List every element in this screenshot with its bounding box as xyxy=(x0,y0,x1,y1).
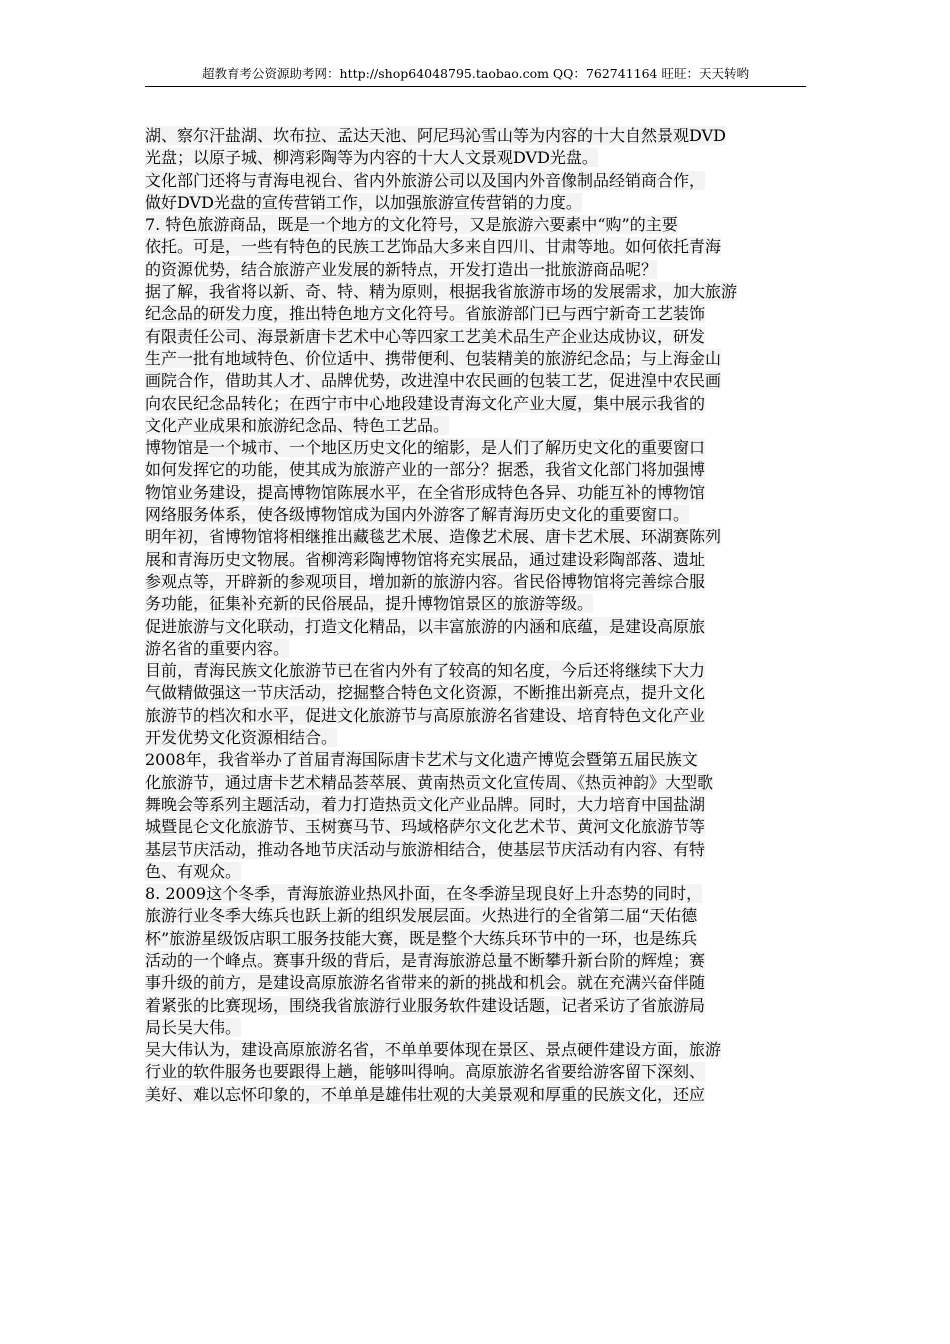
text-line xyxy=(145,415,810,437)
text-line-content: 文化部门还将与青海电视台、省内外旅游公司以及国内外音像制品经销商合作， xyxy=(145,170,706,190)
text-line-content: 依托。可是，一些有特色的民族工艺饰品大多来自四川、甘肃等地。如何依托青海 xyxy=(145,237,722,257)
text-line-content: 参观点等，开辟新的参观项目，增加新的旅游内容。省民俗博物馆将完善综合服 xyxy=(145,571,706,591)
text-line-content: 色、有观众。 xyxy=(145,861,242,881)
text-line-content: 做好DVD光盘的宣传营销工作，以加强旅游宣传营销的力度。 xyxy=(145,192,582,212)
text-line-content: 基层节庆活动，推动各地节庆活动与旅游相结合，使基层节庆活动有内容、有特 xyxy=(145,839,706,859)
text-line xyxy=(145,816,810,838)
text-line-content: 行业的软件服务也要跟得上趟，能够叫得响。高原旅游名省要给游客留下深刻、 xyxy=(145,1062,706,1082)
text-line-content: 如何发挥它的功能，使其成为旅游产业的一部分？据悉，我省文化部门将加强博 xyxy=(145,460,706,480)
text-line-content: 开发优势文化资源相结合。 xyxy=(145,728,338,748)
paragraph xyxy=(145,281,810,437)
text-line xyxy=(145,950,810,972)
text-line-content: 纪念品的研发力度，推出特色地方文化符号。省旅游部门已与西宁新奇工艺装饰 xyxy=(145,304,706,324)
text-line xyxy=(145,326,810,348)
text-line xyxy=(145,370,810,392)
text-line-content: 化旅游节，通过唐卡艺术精品荟萃展、黄南热贡文化宣传周、《热贡神韵》大型歌 xyxy=(145,772,714,792)
text-line-content: 城暨昆仑文化旅游节、玉树赛马节、玛域格萨尔文化艺术节、黄河文化旅游节等 xyxy=(145,817,706,837)
paragraph xyxy=(145,214,810,281)
text-line-content: 吴大伟认为，建设高原旅游名省，不单单要体现在景区、景点硬件建设方面，旅游 xyxy=(145,1040,722,1060)
text-line-content: 光盘；以原子城、柳湾彩陶等为内容的十大人文景观DVD光盘。 xyxy=(145,148,598,168)
text-line-content: 旅游节的档次和水平，促进文化旅游节与高原旅游名省建设、培育特色文化产业 xyxy=(145,705,706,725)
text-line xyxy=(145,705,810,727)
text-line-content: 舞晚会等系列主题活动，着力打造热贡文化产业品牌。同时，大力培育中国盐湖 xyxy=(145,794,706,814)
text-line xyxy=(145,972,810,994)
paragraph xyxy=(145,883,810,1039)
text-line xyxy=(145,259,810,281)
text-line xyxy=(145,593,810,615)
text-line xyxy=(145,682,810,704)
text-line-content: 文化产业成果和旅游纪念品、特色工艺品。 xyxy=(145,415,450,435)
text-line-content: 博物馆是一个城市、一个地区历史文化的缩影，是人们了解历史文化的重要窗口 xyxy=(145,438,706,458)
text-line-content: 生产一批有地域特色、价位适中、携带便利、包装精美的旅游纪念品；与上海金山 xyxy=(145,348,722,368)
text-line-content: 明年初，省博物馆将相继推出藏毯艺术展、造像艺术展、唐卡艺术展、环湖赛陈列 xyxy=(145,527,722,547)
text-line-content: 据了解，我省将以新、奇、特、精为原则，根据我省旅游市场的发展需求，加大旅游 xyxy=(145,282,738,302)
paragraph xyxy=(145,125,810,170)
text-line-content: 的资源优势，结合旅游产业发展的新特点，开发打造出一批旅游商品呢？ xyxy=(145,259,658,279)
header-divider xyxy=(145,86,806,87)
text-line xyxy=(145,883,810,905)
text-line xyxy=(145,727,810,749)
text-line-content: 向农民纪念品转化；在西宁市中心地段建设青海文化产业大厦，集中展示我省的 xyxy=(145,393,706,413)
paragraph xyxy=(145,660,810,749)
text-line xyxy=(145,861,810,883)
text-line-content: 湖、察尔汗盐湖、坎布拉、孟达天池、阿尼玛沁雪山等为内容的十大自然景观DVD xyxy=(145,126,726,145)
text-line-content: 事升级的前方，是建设高原旅游名省带来的新的挑战和机会。就在充满兴奋伴随 xyxy=(145,973,706,993)
text-line xyxy=(145,616,810,638)
text-line xyxy=(145,125,810,147)
text-line xyxy=(145,236,810,258)
text-line-content: 8. 2009这个冬季，青海旅游业热风扑面，在冬季游呈现良好上升态势的同时， xyxy=(145,884,703,904)
text-line xyxy=(145,1039,810,1061)
text-line xyxy=(145,905,810,927)
text-line xyxy=(145,839,810,861)
text-line xyxy=(145,638,810,660)
text-line-content: 游名省的重要内容。 xyxy=(145,638,290,658)
text-line xyxy=(145,281,810,303)
text-line xyxy=(145,482,810,504)
text-line xyxy=(145,459,810,481)
text-line-content: 2008年，我省举办了首届青海国际唐卡艺术与文化遗产博览会暨第五届民族文 xyxy=(145,750,698,770)
text-line-content: 局长吴大伟。 xyxy=(145,1017,242,1037)
text-line xyxy=(145,303,810,325)
text-line-content: 目前，青海民族文化旅游节已在省内外有了较高的知名度，今后还将继续下大力 xyxy=(145,661,706,681)
text-line-content: 气做精做强这一节庆活动，挖掘整合特色文化资源，不断推出新亮点，提升文化 xyxy=(145,683,706,703)
text-line xyxy=(145,192,810,214)
paragraph xyxy=(145,170,810,215)
text-line xyxy=(145,928,810,950)
text-line-content: 旅游行业冬季大练兵也跃上新的组织发展层面。火热进行的全省第二届“天佑德 xyxy=(145,906,698,926)
text-line-content: 画院合作，借助其人才、品牌优势，改进湟中农民画的包装工艺，促进湟中农民画 xyxy=(145,371,722,391)
text-line-content: 展和青海历史文物展。省柳湾彩陶博物馆将充实展品，通过建设彩陶部落、遗址 xyxy=(145,549,706,569)
text-line-content: 着紧张的比赛现场，围绕我省旅游行业服务软件建设话题，记者采访了省旅游局 xyxy=(145,995,706,1015)
text-line xyxy=(145,214,810,236)
paragraph xyxy=(145,1039,810,1106)
paragraph xyxy=(145,437,810,526)
text-line xyxy=(145,1061,810,1083)
paragraph xyxy=(145,616,810,661)
paragraph xyxy=(145,749,810,883)
text-line xyxy=(145,348,810,370)
text-line-content: 7. 特色旅游商品，既是一个地方的文化符号，又是旅游六要素中“购”的主要 xyxy=(145,215,678,235)
page-header: 超教育考公资源助考网：http://shop64048795.taobao.com QQ：762741164 旺旺：天天转哟 xyxy=(202,66,749,81)
text-line xyxy=(145,393,810,415)
text-line xyxy=(145,1084,810,1106)
text-line-content: 活动的一个峰点。赛事升级的背后，是青海旅游总量不断攀升新台阶的辉煌；赛 xyxy=(145,950,706,970)
text-line xyxy=(145,749,810,771)
document-body xyxy=(145,125,810,1106)
text-line xyxy=(145,549,810,571)
text-line-content: 务功能，征集补充新的民俗展品，提升博物馆景区的旅游等级。 xyxy=(145,594,594,614)
text-line-content: 美好、难以忘怀印象的，不单单是雄伟壮观的大美景观和厚重的民族文化，还应 xyxy=(145,1084,706,1104)
text-line xyxy=(145,147,810,169)
text-line xyxy=(145,504,810,526)
paragraph xyxy=(145,526,810,615)
text-line xyxy=(145,794,810,816)
text-line xyxy=(145,526,810,548)
text-line-content: 有限责任公司、海景新唐卡艺术中心等四家工艺美术品生产企业达成协议，研发 xyxy=(145,326,706,346)
text-line xyxy=(145,772,810,794)
text-line-content: 促进旅游与文化联动，打造文化精品，以丰富旅游的内涵和底蕴，是建设高原旅 xyxy=(145,616,706,636)
text-line xyxy=(145,571,810,593)
text-line-content: 物馆业务建设，提高博物馆陈展水平，在全省形成特色各异、功能互补的博物馆 xyxy=(145,482,706,502)
text-line xyxy=(145,660,810,682)
text-line-content: 网络服务体系，使各级博物馆成为国内外游客了解青海历史文化的重要窗口。 xyxy=(145,505,690,525)
text-line xyxy=(145,437,810,459)
text-line-content: 杯”旅游星级饭店职工服务技能大赛，既是整个大练兵环节中的一环，也是练兵 xyxy=(145,928,698,948)
text-line xyxy=(145,1017,810,1039)
text-line xyxy=(145,995,810,1017)
text-line xyxy=(145,170,810,192)
